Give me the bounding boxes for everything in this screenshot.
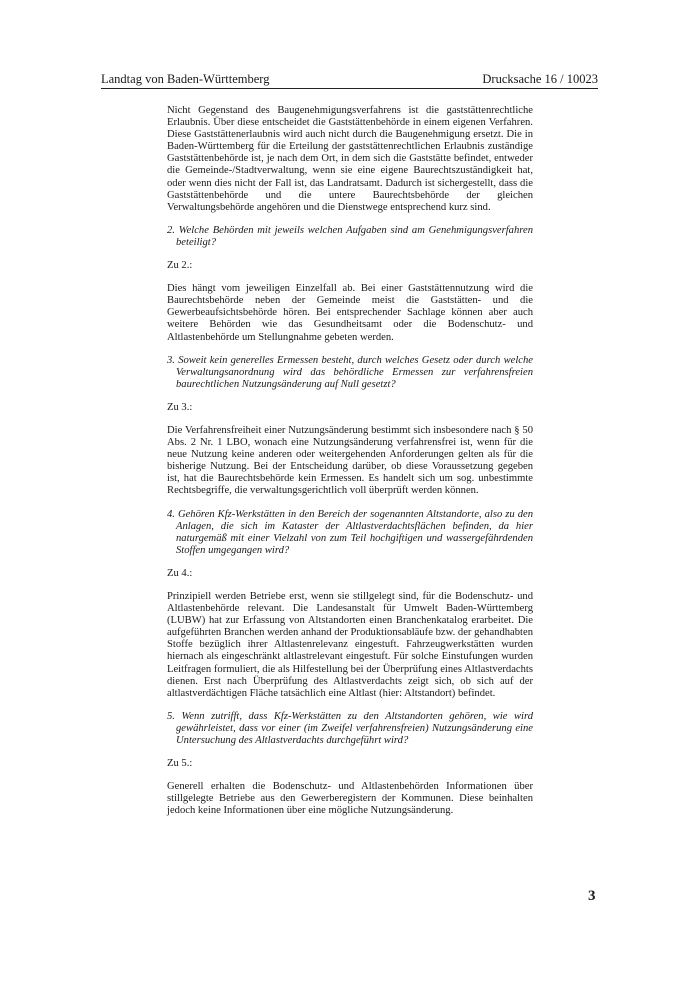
document-body [167, 105, 533, 829]
answer-paragraph-2: Dies hängt vom jeweiligen Einzelfall ab. Bei einer Gaststättennutzung wird die Baurechtsbehörde neben der Gemeinde meist die Gaststätten- und die Gewerbeaufsichtsbehörde hören. Bei entsprechender Sachlage können aber auch weitere Behörden wie das Gesundheitsamt oder die Bodenschutz- und Altlastenbehörde um Stellungnahme gebeten werden. [167, 283, 533, 343]
answer-paragraph-3: Die Verfahrensfreiheit einer Nutzungsänderung bestimmt sich insbesondere nach § 50 Abs. 2 Nr. 1 LBO, wonach eine Nutzungsänderung verfahrensfrei ist, wenn für die neue Nutzung keine anderen oder weitergehenden Anforderungen gelten als für die bisherige Nutzung. Bei der Entscheidung darüber, ob diese Voraussetzung gegeben ist, hat die Baurechtsbehörde kein Ermessen. Es handelt sich um sog. unbestimmte Rechtsbegriffe, die verwaltungsgerichtlich voll überprüft werden können. [167, 424, 533, 497]
question-3: 3. Soweit kein generelles Ermessen besteht, durch welches Gesetz oder durch welche Verwaltungsanordnung wird das behördliche Ermessen zur verfahrensfreien baurechtlichen Nutzungsänderung auf Null gesetzt? [167, 354, 533, 390]
question-2: 2. Welche Behörden mit jeweils welchen Aufgaben sind am Genehmigungsverfahren beteiligt? [167, 224, 533, 248]
header-rule [101, 88, 598, 89]
answer-heading-5: Zu 5.: [167, 758, 193, 770]
page-number: 3 [588, 888, 596, 904]
answer-paragraph-4: Prinzipiell werden Betriebe erst, wenn sie stillgelegt sind, für die Bodenschutz- und Altlastenbehörde relevant. Die Landesanstalt für Umwelt Baden-Württemberg (LUBW) hat zur Erfassung von Altstandorten einen Branchenkatalog erarbeitet. Die aufgeführten Branchen werden anhand der Produktionsabläufe bzw. der gehandhabten Stoffe bezüglich ihrer Altlastenrelevanz eingestuft. Fahrzeugwerkstätten wurden hiernach als eingeschränkt altlastrelevant eingestuft. Für solche Einstufungen wurden Leitfragen formuliert, die als Hilfestellung bei der Überprüfung eines Altlastverdachts dienen. Erst nach Überprüfung des Altlastverdachts zeigt sich, ob sich auf der altlastverdächtigen Fläche tatsächlich eine Altlast (hier: Altstandort) befindet. [167, 591, 533, 699]
question-4: 4. Gehören Kfz-Werkstätten in den Bereich der sogenannten Altstandorte, also zu den Anlagen, die sich im Kataster der Altlastverdachtsflächen befinden, da hier naturgemäß mit einer Vielzahl von zum Teil hochgiftigen und wassergefährdenden Stoffen umgegangen wird? [167, 508, 533, 556]
page-header [101, 70, 598, 88]
answer-heading-3: Zu 3.: [167, 401, 193, 413]
answer-paragraph-5: Generell erhalten die Bodenschutz- und Altlastenbehörden Informationen über stillgelegte Betriebe aus den Gewerberegistern der Kommunen. Diese beinhalten jedoch keine Informationen über eine mögliche Nutzungsänderung. [167, 781, 533, 817]
answer-heading-2: Zu 2.: [167, 260, 193, 272]
question-5: 5. Wenn zutrifft, dass Kfz-Werkstätten zu den Altstandorten gehören, wie wird gewährleistet, dass vor einer (im Zweifel verfahrensfreien) Nutzungsänderung eine Untersuchung des Altlastverdachts durchgeführt wird? [167, 710, 533, 747]
answer-paragraph-intro: Nicht Gegenstand des Baugenehmigungsverfahrens ist die gaststättenrechtliche Erlaubnis. Über diese entscheidet die Gaststättenbehörde in einem eigenen Verfahren. Diese Gaststättenerlaubnis wird auch nicht durch die Baugenehmigung ersetzt. Die in Baden-Württemberg für die Erteilung der gaststättenrechtlichen Erlaubnis zuständige Gaststättenbehörde ist, je nach dem Ort, in dem sich die Gaststätte befindet, entweder die Gemeinde-/Stadtverwaltung, wenn sie eine eigene Baurechtszuständigkeit hat, oder wenn dies nicht der Fall ist, das Landratsamt. Dadurch ist sichergestellt, dass die Gaststättenbehörde und die untere Baurechtsbehörde der gleichen Verwaltungsbehörde angehören und die Dienstwege entsprechend kurz sind. [167, 105, 533, 213]
header-document-number: Drucksache 16 / 10023 [482, 72, 598, 86]
answer-heading-4: Zu 4.: [167, 567, 193, 579]
header-parliament: Landtag von Baden-Württemberg [101, 72, 270, 86]
